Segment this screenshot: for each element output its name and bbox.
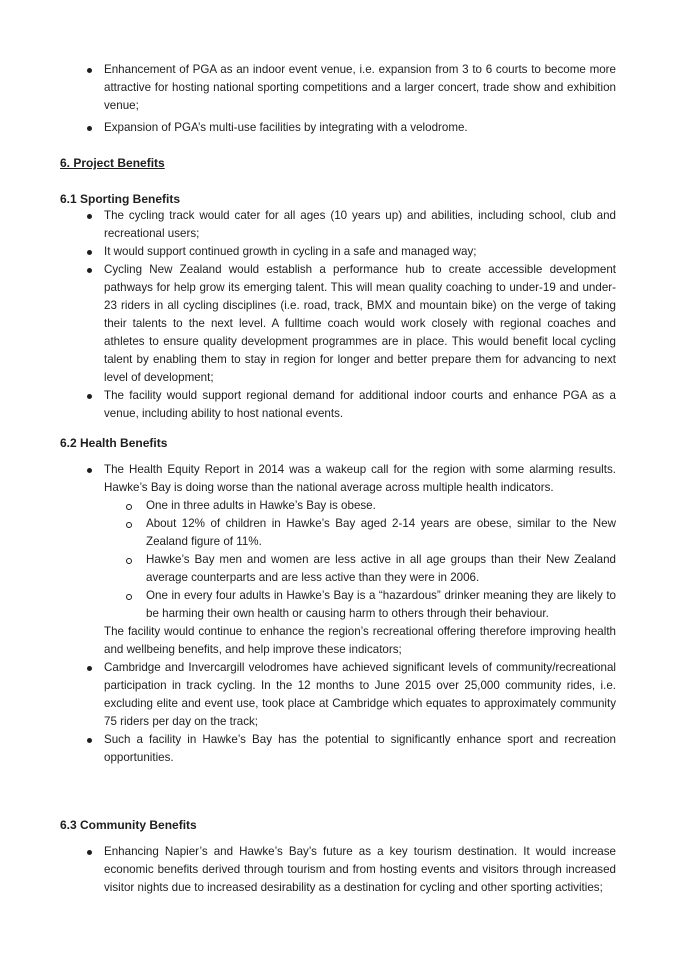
health-benefits-section — [60, 436, 616, 767]
bullet-icon — [87, 68, 92, 73]
sub-list-item: One in every four adults in Hawke’s Bay is a “hazardous” drinker meaning they are likely to be harming their own health or causing harm to others through their behaviour. — [104, 587, 616, 623]
circle-bullet-icon — [126, 558, 132, 564]
bullet-icon — [87, 268, 92, 273]
section-heading: 6. Project Benefits — [60, 156, 165, 170]
continuation-paragraph: The facility would continue to enhance the region’s recreational offering therefore improving health and wellbeing benefits, and help improve these indicators; — [104, 625, 616, 656]
community-benefits-section — [60, 818, 616, 897]
subsection-heading: 6.2 Health Benefits — [60, 436, 168, 450]
sub-list-item: One in three adults in Hawke’s Bay is obese. — [104, 497, 616, 515]
bullet-icon — [87, 468, 92, 473]
bullet-icon — [87, 214, 92, 219]
intro-bullet-list — [60, 61, 616, 137]
bullet-icon — [87, 738, 92, 743]
circle-bullet-icon — [126, 504, 132, 510]
list-item: It would support continued growth in cycling in a safe and managed way; — [60, 243, 616, 261]
bullet-icon — [87, 250, 92, 255]
list-item: Enhancement of PGA as an indoor event venue, i.e. expansion from 3 to 6 courts to become more attractive for hosting national sporting competitions and a larger concert, trade show and exhibition venue; — [60, 61, 616, 115]
subsection-heading: 6.3 Community Benefits — [60, 818, 197, 832]
bullet-icon — [87, 126, 92, 131]
list-item: Cambridge and Invercargill velodromes have achieved significant levels of community/recreational participation in track cycling. In the 12 months to June 2015 over 25,000 community rides, i.e. excluding elite and event use, took place at Cambridge which equates to approximately community 75 riders per day on the track; — [60, 659, 616, 731]
circle-bullet-icon — [126, 522, 132, 528]
list-item: Expansion of PGA’s multi-use facilities by integrating with a velodrome. — [60, 119, 616, 137]
list-item: Cycling New Zealand would establish a performance hub to create accessible development pathways for help grow its emerging talent. This will mean quality coaching to under-19 and under-23 riders in all cycling disciplines (i.e. road, track, BMX and mountain bike) on the verge of taking their talents to the next level. A fulltime coach would work closely with regional coaches and athletes to ensure quality development programmes are in place. This would benefit local cycling talent by enabling them to stay in region for longer and better prepare them for advancing to next level of development; — [60, 261, 616, 387]
list-item: Such a facility in Hawke’s Bay has the potential to significantly enhance sport and recreation opportunities. — [60, 731, 616, 767]
circle-bullet-icon — [126, 594, 132, 600]
sporting-benefits-section — [60, 192, 616, 423]
bullet-icon — [87, 394, 92, 399]
sub-list-item: Hawke’s Bay men and women are less active in all age groups than their New Zealand average counterparts and are less active than they were in 2006. — [104, 551, 616, 587]
list-item: The Health Equity Report in 2014 was a wakeup call for the region with some alarming results. Hawke’s Bay is doing worse than the national average across multiple health indicators. One in three adults in Hawke’s Bay is obese. About 12% of children in Hawke’s Bay aged 2-14 years are obese, similar to the New Zealand figure of 11%. Hawke’s Bay men and women are less active in all age groups than their New Zealand average counterparts and are less active than they were in 2006. One in every four adults in Hawke’s Bay is a “hazardous” drinker meaning they are likely to be harming their own health or causing harm to others through their behaviour. The facility would continue to enhance the region’s recreational offering therefore improving health and wellbeing benefits, and help improve these indicators; — [60, 461, 616, 659]
list-item: The cycling track would cater for all ages (10 years up) and abilities, including school, club and recreational users; — [60, 207, 616, 243]
bullet-icon — [87, 666, 92, 671]
subsection-heading: 6.1 Sporting Benefits — [60, 192, 181, 206]
sub-list-item: About 12% of children in Hawke’s Bay aged 2-14 years are obese, similar to the New Zealand figure of 11%. — [104, 515, 616, 551]
list-item: Enhancing Napier’s and Hawke’s Bay’s future as a key tourism destination. It would increase economic benefits derived through tourism and from hosting events and visitors through increased visitor nights due to increased desirability as a destination for cycling and other sporting activities; — [60, 843, 616, 897]
bullet-icon — [87, 850, 92, 855]
section-heading-block — [60, 156, 616, 170]
list-item: The facility would support regional demand for additional indoor courts and enhance PGA as a venue, including ability to host national events. — [60, 387, 616, 423]
